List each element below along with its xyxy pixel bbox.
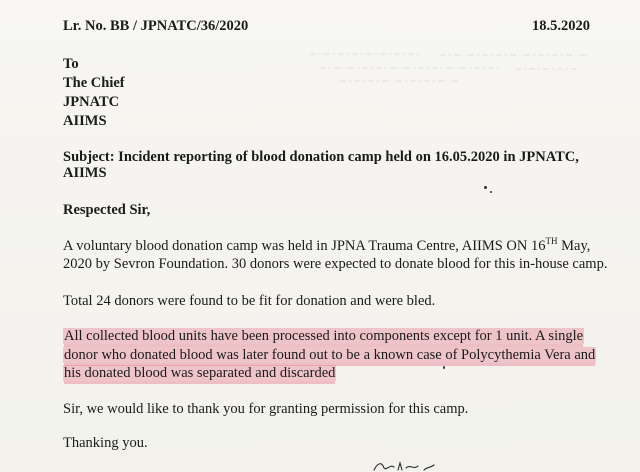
ordinal-suffix: TH bbox=[545, 236, 558, 247]
paragraph-3-line-1 bbox=[63, 327, 584, 345]
ink-speck bbox=[490, 191, 492, 193]
recipient-dept: JPNATC bbox=[63, 94, 120, 110]
highlighted-text-2: donor who donated blood was later found out to be a known case of Polycythemia Vera and bbox=[64, 347, 596, 363]
paragraph-4: Sir, we would like to thank you for granting permission for this camp. bbox=[63, 401, 469, 417]
subject-line-1: Subject: Incident reporting of blood donation camp held on 16.05.2020 in JPNATC, bbox=[63, 149, 579, 165]
highlighted-text-1: All collected blood units have been processed into components except for 1 unit. A single bbox=[64, 328, 584, 344]
to-label: To bbox=[63, 56, 79, 72]
paragraph-1-line-1 bbox=[63, 237, 590, 255]
ink-speck bbox=[443, 366, 445, 369]
reference-number: Lr. No. BB / JPNATC/36/2020 bbox=[63, 18, 249, 34]
salutation: Respected Sir, bbox=[63, 202, 151, 218]
highlighted-text-3: his donated blood was separated and discarded bbox=[64, 365, 336, 381]
paragraph-1-text-b: May, bbox=[557, 238, 591, 254]
recipient-institution: AIIMS bbox=[63, 113, 107, 129]
paragraph-2: Total 24 donors were found to be fit for donation and were bled. bbox=[63, 293, 436, 309]
paragraph-3-line-3 bbox=[63, 364, 336, 382]
closing-line: Thanking you. bbox=[63, 435, 148, 451]
handwritten-signature bbox=[372, 458, 442, 472]
subject-line-2: AIIMS bbox=[63, 165, 107, 181]
ink-speck bbox=[484, 186, 487, 189]
paragraph-1-text-a: A voluntary blood donation camp was held in JPNA Trauma Centre, AIIMS ON 16 bbox=[63, 238, 546, 254]
bleed-through-marks bbox=[300, 46, 600, 86]
letter-date: 18.5.2020 bbox=[532, 18, 590, 34]
paragraph-1-line-2: 2020 by Sevron Foundation. 30 donors were expected to donate blood for this in-house camp. bbox=[63, 256, 608, 272]
bleed-through-scribble bbox=[300, 46, 600, 86]
recipient-title: The Chief bbox=[63, 75, 125, 91]
paragraph-3-line-2 bbox=[63, 346, 596, 364]
